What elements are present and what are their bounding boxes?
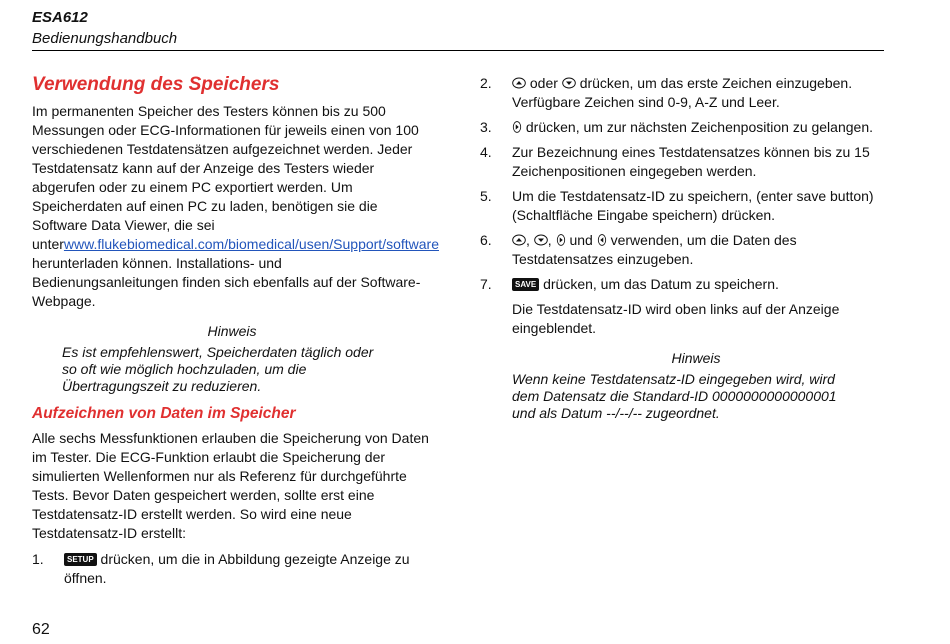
step-number: 4. [480, 144, 492, 160]
manual-subtitle: Bedienungshandbuch [32, 30, 178, 47]
note-heading: Hinweis [671, 350, 721, 366]
step-number: 2. [480, 75, 492, 91]
note-text: Es ist empfehlenswert, Speicherdaten täglich oder so oft wie möglich hochzuladen, um die Übertragungszeit zu reduzieren. [62, 344, 374, 394]
down-arrow-key-icon [534, 234, 548, 246]
step-7-followup: Die Testdatensatz-ID wird oben links auf der Anzeige eingeblendet. [512, 301, 840, 336]
step-6-text: verwenden, um die Daten des Testdatensatzes einzugeben. [512, 232, 797, 267]
subsection-heading: Aufzeichnen von Daten im Speicher [32, 405, 296, 422]
step-6-separator: , [547, 232, 556, 248]
manual-model-title: ESA612 [32, 9, 88, 26]
right-arrow-key-icon [556, 234, 566, 246]
step-text [512, 231, 880, 269]
note-heading: Hinweis [207, 323, 257, 339]
step-4 [480, 143, 880, 181]
step-text [512, 118, 880, 137]
step-7 [480, 275, 880, 294]
intro-text-end: herunterladen können. Installations- und Bedienungsanleitungen finden sich ebenfalls auf der Software-Webpage. [32, 255, 421, 309]
step-7-text: drücken, um das Datum zu speichern. [539, 276, 779, 292]
up-arrow-key-icon [512, 234, 526, 246]
step-6 [480, 231, 880, 269]
step-2-text: drücken, um das erste Zeichen einzugeben. Verfügbare Zeichen sind 0-9, A-Z und Leer. [512, 75, 853, 110]
save-key-icon: SAVE [512, 278, 539, 291]
step-3-text: drücken, um zur nächsten Zeichenposition zu gelangen. [522, 119, 873, 135]
header-divider [32, 50, 884, 51]
left-arrow-key-icon [597, 234, 607, 246]
right-column [480, 74, 880, 422]
step-5 [480, 187, 880, 225]
step-4-text: Zur Bezeichnung eines Testdatensatzes können bis zu 15 Zeichenpositionen eingegeben werden. [512, 144, 870, 179]
intro-paragraph [32, 102, 439, 311]
down-arrow-key-icon [562, 77, 576, 89]
up-arrow-key-icon [512, 77, 526, 89]
step-text [512, 275, 880, 294]
step-number: 1. [32, 551, 44, 567]
step-3 [480, 118, 880, 137]
software-download-link[interactable]: www.flukebiomedical.com/biomedical/usen/Support/software [63, 236, 439, 252]
right-arrow-key-icon [512, 121, 522, 133]
step-number: 5. [480, 188, 492, 204]
step-1 [32, 550, 432, 588]
step-6-separator: , [526, 232, 534, 248]
step-text [512, 74, 880, 112]
setup-key-icon: SETUP [64, 553, 97, 566]
section-heading: Verwendung des Speichers [32, 74, 280, 95]
step-number: 7. [480, 276, 492, 292]
step-number: 3. [480, 119, 492, 135]
step-2-or: oder [526, 75, 562, 91]
step-number: 6. [480, 232, 492, 248]
intro-text: Im permanenten Speicher des Testers können bis zu 500 Messungen oder ECG-Informationen für jeweils einen von 100 verschiedenen Testdatensätzen aufgezeichnet werden. Jeder Testdatensatz kann auf der Anzeige des Testers wieder abgerufen oder zu einem PC exportiert werden. Um Speicherdaten auf einen PC zu laden, benötigen sie die Software Data Viewer, die sei unter [32, 103, 419, 252]
note-text: Wenn keine Testdatensatz-ID eingegeben wird, wird dem Datensatz die Standard-ID 0000000000000001 und als Datum --/--/-- zugeordnet. [512, 371, 837, 421]
step-text [64, 550, 432, 588]
page-number: 62 [32, 621, 50, 638]
step-2 [480, 74, 880, 112]
recording-paragraph: Alle sechs Messfunktionen erlauben die Speicherung von Daten im Tester. Die ECG-Funktion erlaubt die Speicherung der simulierten Wellenformen nur als Referenz für durchgeführte Tests. Bevor Daten gespeichert werden, sollte erst eine Testdatensatz-ID erstellt werden. So wird eine neue Testdatensatz-ID erstellt: [32, 430, 429, 541]
step-1-text: drücken, um die in Abbildung gezeigte Anzeige zu öffnen. [64, 551, 410, 586]
step-6-and: und [565, 232, 597, 248]
left-column [32, 74, 439, 594]
step-5-text: Um die Testdatensatz-ID zu speichern, (enter save button) (Schaltfläche Eingabe speichern) drücken. [512, 188, 874, 223]
